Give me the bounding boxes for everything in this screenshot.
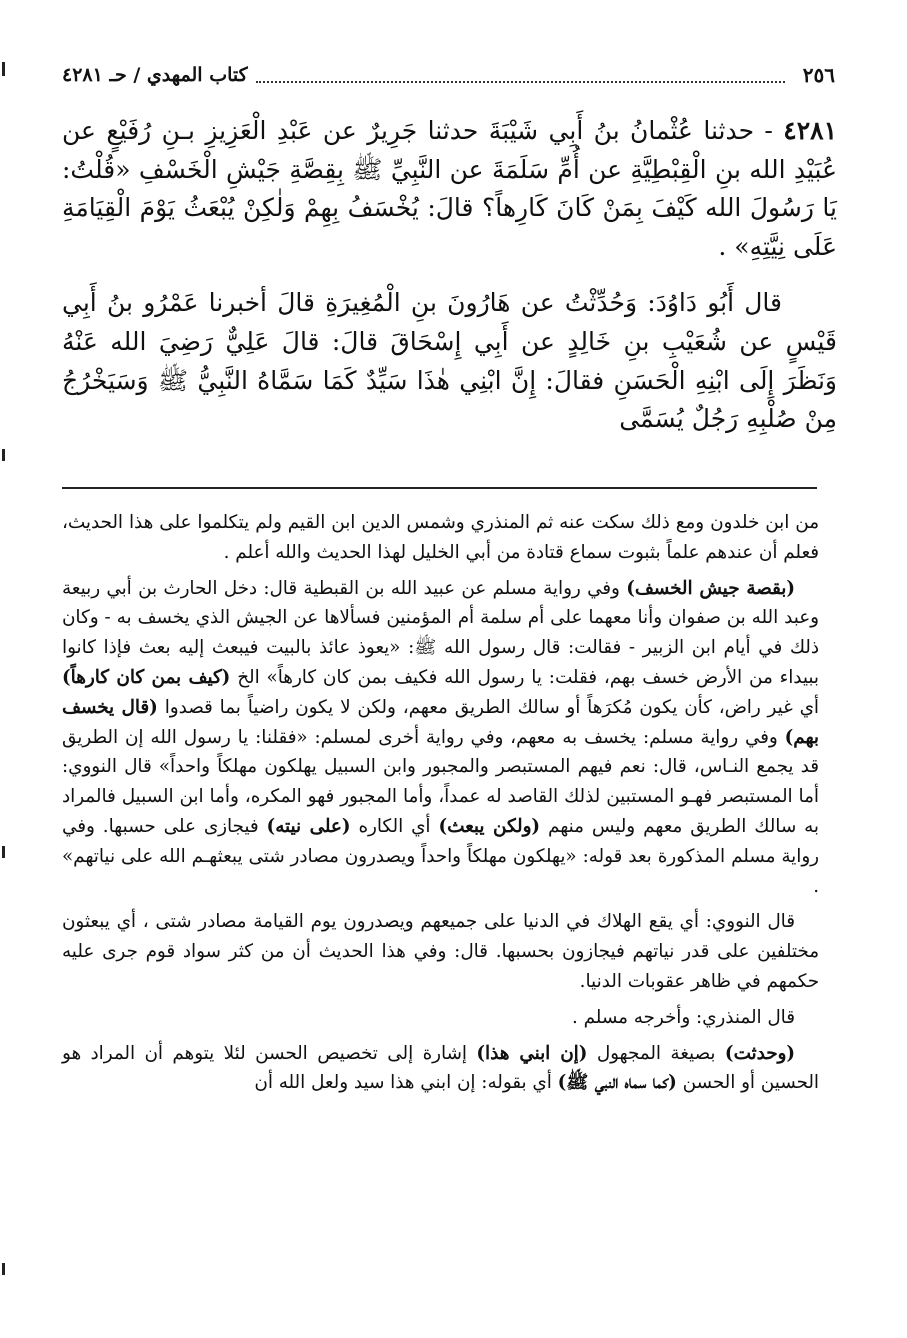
quoted-phrase: (كيف بمن كان كارهاً)	[62, 666, 231, 688]
hadith-paragraph-1	[62, 112, 837, 266]
hadith-line: يَا رَسُولَ الله كَيْفَ بِمَنْ كَانَ كَارِهاً؟ قالَ: يُخْسَفُ بِهِمْ وَلٰكِنْ يُبْعَثُ يَوْمَ الْقِيَامَةِ عَلَى	[62, 193, 837, 261]
quoted-phrase: (على نيته)	[266, 815, 351, 837]
commentary-text: فيجازى على حسبها. وفي رواية مسلم المذكورة بعد قوله: «يهلكون مهلكاً واحداً ويصدرون مصادر شتى يبعثهـم الله على نياتهم» .	[62, 815, 819, 897]
commentary-text: وفي رواية مسلم: يخسف به معهم، وفي رواية أخرى لمسلم: «فقلنا: يا رسول الله إن الطريق قد يجمع النـاس، قال: نعم فيهم المستبصر والمجبور وابن السبيل يهلكون مهلكاً واحداً» قال النووي: أما المستبصر فهـو المستبين لذلك القاصد له عمداً، وأما المجبور فهو المكره، وأما ابن السبيل فالمراد به سالك الطريق معهم وليس منهم	[62, 726, 820, 837]
commentary-text: وفي رواية مسلم عن عبيد الله بن القبطية قال: دخل الحارث بن أبي ربيعة وعبد الله بن صفوان وأنا معهما على أم سلمة أم المؤمنين فسألاها عن الجيش الذي يخسف به - وكان ذلك في أيام ابن الزبير - فقالت: قال رسول الله ﷺ: «يعوذ عائذ بالبيت فيبعث إليه بعث فإذا كانوا ببيداء من الأرض خسف بهم، فقلت: يا رسول الله فكيف بمن كان كارهاً» الخ	[62, 577, 820, 688]
hadith-line: - حدثنا عُثْمانُ بنُ أَبِي شَيْبَةَ حدثنا جَرِيرٌ عن عَبْدِ الْعَزِيزِ بـنِ رُفَيْعٍ عن	[62, 116, 773, 145]
commentary-line: من ابن خلدون ومع ذلك سكت عنه ثم المنذري وشمس الدين ابن القيم ولم يتكلموا على هذا	[128, 512, 820, 533]
commentary-text: قال النووي: أي يقع الهلاك في الدنيا على جميعهم ويصدرون يوم القيامة مصادر شتى ، أي يبعثون مختلفين على قدر نياتهم فيجازون بحسبها. قال: وفي هذا الحديث أن من كثر سواد قوم جرى عليه حكمهم في ظاهر عقوبات الدنيا.	[62, 911, 819, 992]
hadith-line: قال أَبُو دَاوُدَ: وَحُدِّثْتُ عن هَارُونَ بنِ الْمُغِيرَةِ قالَ أخبرنا عَمْرُو بنُ أَبِي قَيْسٍ	[62, 288, 837, 356]
hadith-line: عن شُعَيْبِ بنِ خَالِدٍ عن أَبِي إِسْحَاقَ قالَ: قالَ عَلِيٌّ رَضِيَ الله عَنْهُ وَنَظَرَ إِلَى ابْنِهِ	[62, 326, 837, 395]
commentary-paragraph-3	[62, 907, 819, 996]
quoted-phrase: (ولكن يبعث)	[438, 815, 541, 837]
commentary-text: بصيغة المجهول	[587, 1042, 725, 1064]
hadith-number: ٤٢٨١	[783, 116, 837, 145]
commentary-paragraph-2	[62, 574, 819, 902]
commentary	[62, 508, 819, 1098]
quoted-phrase: (بقصة جيش الخسف)	[626, 577, 796, 599]
page-number: ٢٥٦	[802, 63, 835, 87]
quoted-phrase: (كما سماه النبي ﷺ)	[557, 1072, 677, 1094]
commentary-text: أي غير راض، كأن يكون مُكرَهاً أو سالك الطريق معهم، ولكن لا يكون راضياً بما قصدوا	[157, 696, 819, 718]
commentary-text: قال المنذري: وأخرجه مسلم .	[572, 1006, 795, 1028]
scan-edge-mark	[2, 449, 5, 461]
commentary-paragraph-4	[62, 1003, 819, 1033]
book-reference: كتاب المهدي / حـ ٤٢٨١	[62, 64, 248, 86]
commentary-paragraph-5	[62, 1039, 819, 1099]
quoted-phrase: (إن ابني هذا)	[476, 1042, 588, 1064]
hadith-text	[62, 112, 837, 439]
running-header	[62, 60, 835, 90]
commentary-text: أي بقوله: إن ابني هذا سيد ولعل الله أن	[254, 1072, 558, 1094]
commentary-text: إشارة إلى تخصيص الحسن لئلا يتوهم أن المراد هو الحسين أو الحسن	[62, 1042, 819, 1094]
scan-edge-mark	[2, 1263, 5, 1275]
commentary-line: الحديث، فعلم أن عندهم علماً بثبوت سماع قتادة من أبي الخليل لهذا الحديث والله أعلم .	[62, 512, 819, 563]
dotted-leader	[256, 67, 785, 83]
hadith-line: عُبَيْدِ الله بنِ الْقِبْطِيَّةِ عن أُمِّ سَلَمَةَ عن النَّبِيِّ ﷺ بِقِصَّةِ جَيْشِ الْخَسْفِ «قُلْتُ:	[62, 154, 837, 184]
quoted-phrase: (قال يخسف بهم)	[62, 696, 819, 748]
footnote-separator	[62, 487, 817, 489]
hadith-line: الْحَسَنِ فقالَ: إِنَّ ابْنِي هٰذَا سَيِّدٌ كَمَا سَمَّاهُ النَّبِيُّ ﷺ وَسَيَخْرُجُ مِنْ صُلْبِهِ رَجُلٌ يُسَمَّى	[62, 365, 837, 434]
scan-edge-mark	[2, 62, 5, 76]
scan-edge-mark	[2, 846, 5, 858]
hadith-line: نِيَّتِهِ» .	[718, 231, 786, 261]
hadith-paragraph-2	[62, 284, 837, 438]
commentary-text: أي الكاره	[350, 815, 439, 837]
commentary-paragraph-1	[62, 508, 819, 568]
quoted-phrase: (وحدثت)	[724, 1042, 795, 1064]
